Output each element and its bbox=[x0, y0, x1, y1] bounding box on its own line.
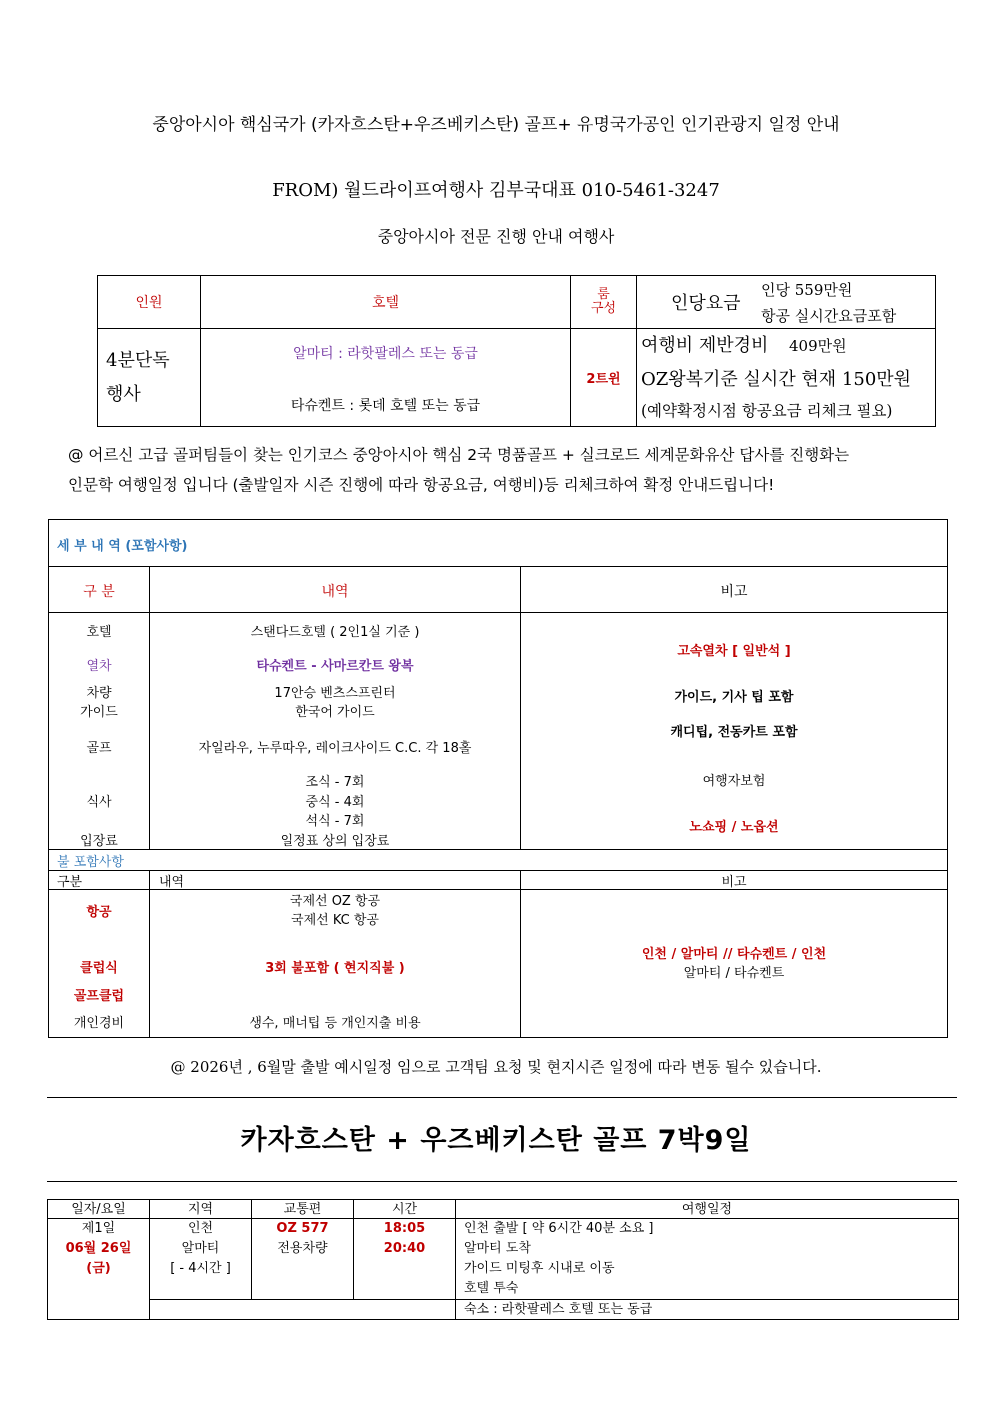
cat-admission: 입장료 bbox=[80, 834, 118, 849]
day1-schedule-1: 알마티 도착 bbox=[464, 1241, 531, 1256]
ex-club-value: 3회 불포함 ( 현지직불 ) bbox=[265, 961, 405, 976]
content-train: 타슈켄트 - 사마르칸트 왕복 bbox=[256, 659, 414, 674]
content-golf: 자일라우, 누루따우, 레이크사이드 C.C. 각 18홀 bbox=[198, 741, 472, 756]
divider-bottom bbox=[47, 1181, 957, 1182]
day1-region-1: 알마티 bbox=[181, 1241, 220, 1256]
day1-time-1: 20:40 bbox=[383, 1241, 426, 1256]
ex-personal-value: 생수, 매너팁 등 개인지출 비용 bbox=[249, 1016, 421, 1031]
schedule-note: @ 2026년 , 6월말 출발 예시일정 임으로 고객팀 요청 및 현지시즌 일정에 따라 변동 될수 있습니다. bbox=[170, 1058, 822, 1076]
ex-cat-club: 클럽식 bbox=[80, 961, 118, 976]
ex-route: 인천 / 알마티 // 타슈켄트 / 인천 bbox=[641, 947, 827, 962]
excluded-title: 불 포함사항 bbox=[57, 855, 124, 870]
hotel-cell bbox=[201, 329, 571, 427]
day1-schedule-3: 호텔 투숙 bbox=[464, 1281, 519, 1296]
day1-time-cell bbox=[354, 1219, 456, 1300]
ex-route2: 알마티 / 타슈켄트 bbox=[683, 966, 785, 981]
head-region: 지역 bbox=[150, 1200, 252, 1219]
meal-breakfast: 조식 - 7회 bbox=[305, 775, 365, 790]
remark-train: 고속열차 [ 일반석 ] bbox=[677, 644, 791, 659]
ex-air-kc: 국제선 KC 항공 bbox=[291, 913, 379, 928]
price-line2: 항공 실시간요금포함 bbox=[761, 307, 897, 325]
day1-region-2: [ - 4시간 ] bbox=[170, 1261, 231, 1276]
meal-dinner: 석식 - 7회 bbox=[305, 814, 365, 829]
cat-hotel: 호텔 bbox=[86, 625, 112, 640]
summary-head-price bbox=[637, 276, 936, 329]
hotel-tashkent: 타슈켄트 : 롯데 호텔 또는 동급 bbox=[290, 398, 481, 414]
details-head-content: 내역 bbox=[321, 584, 349, 600]
day1-schedule-cell bbox=[456, 1219, 959, 1300]
day1-schedule-2: 가이드 미팅후 시내로 이동 bbox=[464, 1261, 615, 1276]
summary-head-room: 룸 구성 bbox=[571, 276, 637, 329]
day1-schedule-0: 인천 출발 [ 약 6시간 40분 소요 ] bbox=[464, 1221, 654, 1236]
cat-train: 열차 bbox=[86, 659, 112, 674]
price-line1: 인당 559만원 bbox=[761, 281, 853, 299]
cat-meals: 식사 bbox=[86, 795, 112, 810]
day1-region-cell bbox=[150, 1219, 252, 1300]
summary-table bbox=[97, 275, 936, 427]
content-hotel: 스탠다드호텔 ( 2인1실 기준 ) bbox=[250, 625, 420, 640]
ex-cat-air: 항공 bbox=[86, 905, 112, 920]
itinerary-table bbox=[47, 1199, 959, 1320]
head-transport: 교통편 bbox=[252, 1200, 354, 1219]
itinerary-title: 카자흐스탄 + 우즈베키스탄 골프 7박9일 bbox=[240, 1125, 752, 1156]
document-title: 중앙아시아 핵심국가 (카자흐스탄+우즈베키스탄) 골프+ 유명국가공인 인기관광지 일정 안내 bbox=[152, 115, 840, 135]
excluded-head-remark: 비고 bbox=[721, 875, 747, 890]
excluded-head-category: 구분 bbox=[57, 875, 83, 890]
day1-label: 제1일 bbox=[81, 1221, 116, 1236]
details-box bbox=[48, 519, 948, 1038]
ex-cat-personal: 개인경비 bbox=[73, 1016, 125, 1031]
ex-air-oz: 국제선 OZ 항공 bbox=[289, 894, 381, 909]
cost-line1: 여행비 제반경비 bbox=[641, 335, 769, 356]
head-schedule: 여행일정 bbox=[456, 1200, 959, 1219]
intro-note-line2: 인문학 여행일정 입니다 (출발일자 시즌 진행에 따라 항공요금, 여행비)등 리체크하여 확정 안내드립니다! bbox=[68, 476, 775, 494]
content-vehicle: 17안승 벤츠스프린터 bbox=[274, 686, 396, 701]
head-time: 시간 bbox=[354, 1200, 456, 1219]
people-value: 4분단독 행사 bbox=[98, 329, 201, 427]
day1-vehicle: 전용차량 bbox=[277, 1241, 328, 1256]
divider-top bbox=[47, 1097, 957, 1098]
day1-region-0: 인천 bbox=[187, 1221, 214, 1236]
price-label: 인당요금 bbox=[671, 293, 741, 314]
day1-lodging-empty bbox=[150, 1300, 456, 1320]
intro-note-line1: @ 어르신 고급 골퍼팀들이 찾는 인기코스 중앙아시아 핵심 2국 명품골프 + 실크로드 세계문화유산 답사를 진행화는 bbox=[68, 446, 850, 464]
cost-line3: (예약확정시점 항공요금 리체크 필요) bbox=[641, 402, 893, 420]
summary-head-hotel: 호텔 bbox=[201, 276, 571, 329]
cost-amount: 409만원 bbox=[789, 337, 847, 355]
cost-cell bbox=[637, 329, 936, 427]
hotel-almaty: 알마티 : 라핫팔레스 또는 동급 bbox=[293, 346, 478, 362]
ex-cat-golfclub: 골프클럽 bbox=[73, 989, 125, 1004]
content-guide: 한국어 가이드 bbox=[295, 705, 375, 720]
meal-lunch: 중식 - 4회 bbox=[305, 795, 365, 810]
remark-noshop: 노쇼핑 / 노옵션 bbox=[689, 820, 779, 835]
agency-contact: FROM) 월드라이프여행사 김부국대표 010-5461-3247 bbox=[272, 180, 720, 201]
details-head-remark: 비고 bbox=[720, 584, 748, 600]
details-head-category: 구 분 bbox=[83, 584, 115, 600]
remark-tips: 가이드, 기사 팁 포함 bbox=[674, 690, 794, 705]
cat-vehicle: 차량 bbox=[86, 686, 112, 701]
day1-date-cell bbox=[48, 1219, 150, 1320]
day1-lodging: 숙소 : 라핫팔레스 호텔 또는 동급 bbox=[456, 1300, 959, 1320]
remark-caddie: 캐디팁, 전동카트 포함 bbox=[670, 725, 798, 740]
cat-guide: 가이드 bbox=[80, 705, 118, 720]
cost-line2: OZ왕복기준 실시간 현재 150만원 bbox=[641, 369, 912, 390]
cat-golf: 골프 bbox=[86, 741, 112, 756]
remark-insurance: 여행자보험 bbox=[702, 774, 766, 789]
day1-flight: OZ 577 bbox=[276, 1221, 329, 1236]
room-value: 2트윈 bbox=[571, 329, 637, 427]
content-admission: 일정표 상의 입장료 bbox=[280, 834, 390, 849]
day1-transport-cell bbox=[252, 1219, 354, 1300]
agency-subtitle: 중앙아시아 전문 진행 안내 여행사 bbox=[377, 227, 615, 246]
day1-date: 06월 26일 bbox=[65, 1241, 132, 1256]
details-section-title: 세 부 내 역 (포함사항) bbox=[57, 539, 188, 554]
summary-head-people: 인원 bbox=[98, 276, 201, 329]
day1-time-0: 18:05 bbox=[383, 1221, 426, 1236]
day1-weekday: (금) bbox=[86, 1261, 111, 1276]
excluded-head-content: 내역 bbox=[159, 875, 185, 890]
head-day: 일자/요일 bbox=[48, 1200, 150, 1219]
